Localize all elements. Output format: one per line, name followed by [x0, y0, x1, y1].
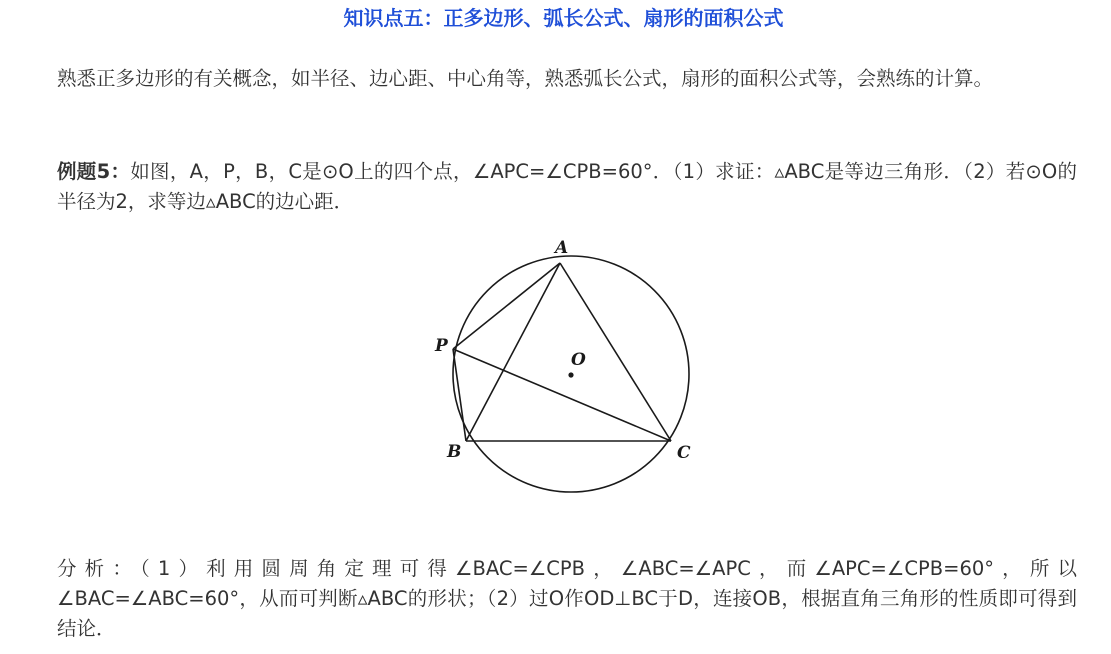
analysis-paragraph: 分析：（1）利用圆周角定理可得∠BAC=∠CPB，∠ABC=∠APC，而∠APC=∠CPB=60°，所以∠BAC=∠ABC=60°，从而可判断▵ABC的形状；（2）过O作OD⊥BC于D，连接OB，根据直角三角形的性质即可得到结论． — [57, 557, 1077, 640]
segment-ab — [466, 263, 560, 441]
label-a: A — [555, 238, 569, 258]
label-o: O — [571, 350, 586, 370]
label-b: B — [447, 442, 462, 462]
center-point — [568, 372, 573, 377]
example-text: 如图，A，P，B，C是⊙O上的四个点，∠APC=∠CPB=60°．（1）求证：▵ABC是等边三角形．（2）若⊙O的半径为2，求等边▵ABC的边心距． — [57, 160, 1077, 213]
example-label: 例题5： — [57, 160, 131, 183]
intro-paragraph: 熟悉正多边形的有关概念，如半径、边心距、中心角等，熟悉弧长公式，扇形的面积公式等，会熟练的计算。 — [57, 67, 994, 90]
label-c: C — [677, 443, 691, 463]
label-p: P — [435, 336, 448, 356]
segment-pc — [453, 349, 671, 441]
section-heading: 知识点五：正多边形、弧长公式、扇形的面积公式 — [343, 6, 784, 30]
example-paragraph — [57, 157, 1077, 217]
geometry-figure — [420, 232, 710, 512]
